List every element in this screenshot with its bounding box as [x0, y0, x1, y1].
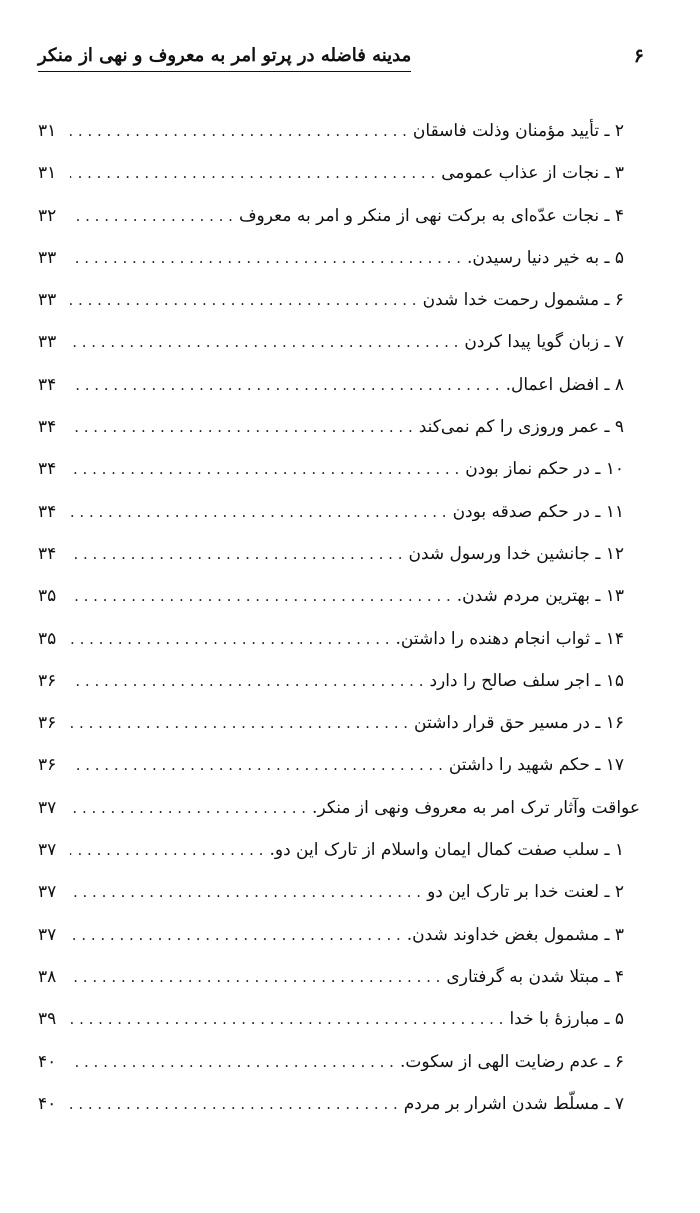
toc-entry-title: ۱۱ ـ در حکم صدقه بودن: [452, 501, 624, 522]
toc-entry-page-number: ۴۰: [38, 1093, 57, 1114]
toc-entry-title: ۱۷ ـ حکم شهید را داشتن: [448, 755, 624, 776]
toc-entry-page-number: ۳۳: [38, 332, 57, 353]
dot-leader: [70, 914, 401, 956]
toc-entry-title: ۵ ـ مبارزۀ با خدا: [509, 1009, 624, 1030]
toc-entry: [38, 1083, 640, 1125]
dot-leader: [70, 279, 417, 321]
page-header: [38, 44, 644, 76]
toc-entry: [38, 237, 640, 279]
toc-entry: [38, 533, 640, 575]
toc-entry-page-number: ۳۵: [38, 628, 57, 649]
dot-leader: [70, 956, 440, 998]
toc-entry-page-number: ۳۸: [38, 966, 57, 987]
running-title: مدینه فاضله در پرتو امر به معروف و نهی از منکر: [38, 44, 411, 72]
toc-entry: [38, 110, 640, 152]
dot-leader: [70, 998, 503, 1040]
toc-entry: [38, 956, 640, 998]
table-of-contents: [38, 110, 640, 1125]
toc-entry-page-number: ۳۴: [38, 417, 57, 438]
toc-entry-title: ۵ ـ به خیر دنیا رسیدن.: [466, 247, 624, 268]
toc-entry-title: ۷ ـ مسلّط شدن اشرار بر مردم: [403, 1093, 624, 1114]
toc-entry-page-number: ۳۶: [38, 755, 57, 776]
dot-leader: [70, 110, 407, 152]
toc-entry-title: عواقت وآثار ترک امر به معروف ونهی از منکر.: [312, 797, 640, 818]
toc-entry-title: ۱۲ ـ جانشین خدا ورسول شدن: [408, 543, 624, 564]
toc-entry: [38, 152, 640, 194]
toc-entry-title: ۳ ـ نجات از عذاب عمومی: [441, 163, 624, 184]
toc-entry-page-number: ۳۶: [38, 713, 57, 734]
toc-entry: [38, 321, 640, 363]
dot-leader: [70, 448, 459, 490]
toc-entry-title: ۶ ـ مشمول رحمت خدا شدن: [422, 290, 624, 311]
toc-entry-title: ۲ ـ لعنت خدا بر تارک این دو: [427, 882, 624, 903]
toc-entry-title: ۷ ـ زبان گویا پیدا کردن: [464, 332, 624, 353]
dot-leader: [70, 787, 306, 829]
toc-entry-page-number: ۳۱: [38, 121, 57, 141]
toc-entry-page-number: ۳۴: [38, 543, 57, 564]
toc-entry: [38, 914, 640, 956]
toc-entry: [38, 998, 640, 1040]
toc-entry-title: ۲ ـ تأیید مؤمنان وذلت فاسقان: [412, 121, 624, 141]
toc-entry: [38, 406, 640, 448]
dot-leader: [70, 237, 461, 279]
toc-entry: [38, 787, 640, 829]
toc-entry-title: ۴ ـ مبتلا شدن به گرفتاری: [446, 966, 624, 987]
toc-entry-title: ۱۵ ـ اجر سلف صالح را دارد: [429, 670, 624, 691]
toc-entry-page-number: ۳۷: [38, 840, 57, 861]
dot-leader: [70, 744, 443, 786]
toc-entry-title: ۶ ـ عدم رضایت الهی از سکوت.: [399, 1051, 624, 1072]
toc-entry: [38, 195, 640, 237]
toc-entry: [38, 364, 640, 406]
toc-entry-page-number: ۳۴: [38, 459, 57, 480]
toc-entry-page-number: ۳۴: [38, 501, 57, 522]
toc-entry-page-number: ۳۳: [38, 247, 57, 268]
dot-leader: [70, 1041, 394, 1083]
toc-entry-page-number: ۳۶: [38, 670, 57, 691]
dot-leader: [70, 829, 263, 871]
toc-entry: [38, 491, 640, 533]
toc-entry: [38, 448, 640, 490]
toc-entry: [38, 871, 640, 913]
dot-leader: [70, 660, 423, 702]
toc-entry-page-number: ۳۵: [38, 586, 57, 607]
toc-entry-title: ۱۴ ـ ثواب انجام دهنده را داشتن.: [395, 628, 624, 649]
dot-leader: [70, 406, 413, 448]
dot-leader: [70, 1083, 398, 1125]
toc-entry-page-number: ۳۱: [38, 163, 57, 184]
page-number: ۶: [633, 45, 644, 67]
dot-leader: [70, 195, 233, 237]
toc-entry: [38, 1041, 640, 1083]
toc-entry-page-number: ۳۷: [38, 924, 57, 945]
toc-entry-title: ۱ ـ سلب صفت کمال ایمان واسلام از تارک این دو.: [269, 840, 624, 861]
dot-leader: [70, 575, 451, 617]
dot-leader: [70, 702, 408, 744]
toc-entry: [38, 702, 640, 744]
toc-entry-title: ۹ ـ عمر وروزی را کم نمی‌کند: [418, 417, 624, 438]
toc-entry: [38, 618, 640, 660]
toc-entry-page-number: ۳۷: [38, 882, 57, 903]
toc-entry: [38, 575, 640, 617]
toc-entry-page-number: ۳۳: [38, 290, 57, 311]
dot-leader: [70, 618, 390, 660]
dot-leader: [70, 871, 421, 913]
dot-leader: [70, 152, 435, 194]
dot-leader: [70, 491, 447, 533]
toc-entry: [38, 829, 640, 871]
toc-entry-title: ۱۰ ـ در حکم نماز بودن: [465, 459, 624, 480]
toc-entry-page-number: ۳۷: [38, 797, 57, 818]
dot-leader: [70, 533, 402, 575]
toc-entry-page-number: ۳۴: [38, 374, 57, 395]
toc-entry-title: ۱۶ ـ در مسیر حق قرار داشتن: [414, 713, 624, 734]
toc-entry-page-number: ۳۲: [38, 205, 57, 226]
toc-entry-title: ۴ ـ نجات عدّه‌ای به برکت نهی از منکر و امر به معروف: [238, 205, 624, 226]
dot-leader: [70, 321, 458, 363]
toc-entry: [38, 279, 640, 321]
toc-entry-page-number: ۴۰: [38, 1051, 57, 1072]
toc-entry-page-number: ۳۹: [38, 1009, 57, 1030]
toc-entry: [38, 744, 640, 786]
toc-entry-title: ۸ ـ افضل اعمال.: [505, 374, 624, 395]
dot-leader: [70, 364, 500, 406]
toc-entry-title: ۳ ـ مشمول بغض خداوند شدن.: [406, 924, 624, 945]
toc-entry-title: ۱۳ ـ بهترین مردم شدن.: [456, 586, 624, 607]
toc-entry: [38, 660, 640, 702]
